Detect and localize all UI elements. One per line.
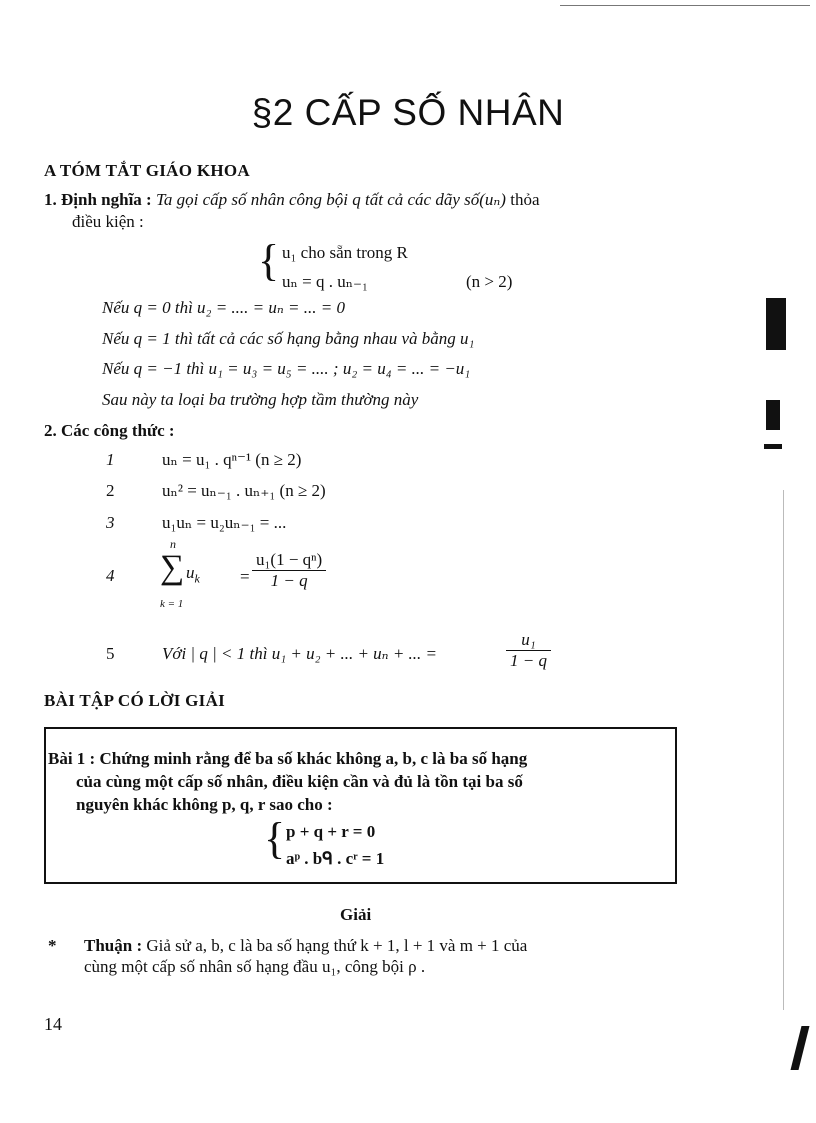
formula-1-number: 1 xyxy=(106,450,115,469)
formula-5-fraction xyxy=(506,630,551,671)
formula-4-denominator: 1 − q xyxy=(270,571,308,590)
formula-4-equals: = xyxy=(240,567,250,586)
formula-5-numerator: u₁ xyxy=(506,630,551,651)
formula-2: uₙ² = uₙ₋₁ . uₙ₊₁ (n ≥ 2) xyxy=(162,481,326,500)
definition-condition-2-note: (n > 2) xyxy=(466,272,513,291)
definition-text2: điều kiện : xyxy=(72,212,144,231)
exercise-equation-2: aᵖ . bᑫ . cʳ = 1 xyxy=(286,849,385,868)
exercise-text-2: của cùng một cấp số nhân, điều kiện cần và đủ là tồn tại ba số xyxy=(76,772,523,791)
definition-line-3: Nếu q = −1 thì u₁ = u₃ = u₅ = .... ; u₂ = u₄ = ... = −u₁ xyxy=(102,359,471,378)
definition-paragraph xyxy=(44,190,684,210)
formula-1: uₙ = u₁ . qⁿ⁻¹ (n ≥ 2) xyxy=(162,450,302,469)
formula-4-sum-bottom: k = 1 xyxy=(160,598,184,610)
definition-brace: { xyxy=(258,236,280,285)
formula-3-number: 3 xyxy=(106,513,115,532)
formula-4-numerator: u₁(1 − qⁿ) xyxy=(252,550,326,571)
definition-text: Ta gọi cấp số nhân công bội q tất cả các dãy số(uₙ) xyxy=(155,190,506,209)
solution-line-1 xyxy=(84,936,527,956)
formula-5-number: 5 xyxy=(106,644,115,663)
exercise-label: Bài 1 : xyxy=(48,749,96,768)
formula-4-fraction xyxy=(252,550,326,591)
top-rule xyxy=(560,5,810,6)
definition-line-4: Sau này ta loại ba trường hợp tầm thường này xyxy=(102,390,419,409)
exercise-brace: { xyxy=(264,814,286,863)
solution-bullet: * xyxy=(48,936,57,955)
definition-condition-1: u₁ cho sẵn trong R xyxy=(282,243,408,262)
solution-text-2: cùng một cấp số nhân số hạng đầu u₁, công bội ρ . xyxy=(84,957,426,976)
formula-5-denominator: 1 − q xyxy=(510,651,547,670)
formula-4-sum-term xyxy=(186,563,200,586)
solution-label: Thuận : xyxy=(84,936,143,955)
definition-label: 1. Định nghĩa : xyxy=(44,190,152,209)
exercise-equation-1: p + q + r = 0 xyxy=(286,822,376,841)
formula-4-sum-term-u: u xyxy=(186,563,195,582)
exercise-text-1: Chứng minh rằng để ba số khác không a, b, c là ba số hạng xyxy=(99,749,528,768)
section-b-heading: BÀI TẬP CÓ LỜI GIẢI xyxy=(44,691,226,710)
formulas-heading: 2. Các công thức : xyxy=(44,421,175,440)
formula-4-sum-symbol: ∑ xyxy=(160,549,185,586)
margin-mark-4 xyxy=(791,1026,810,1070)
section-a-heading: A TÓM TẮT GIÁO KHOA xyxy=(44,161,250,180)
formula-5: Với | q | < 1 thì u₁ + u₂ + ... + uₙ + ... = xyxy=(162,644,438,663)
formula-4-sum-term-sub: k xyxy=(194,571,200,586)
formula-4-number: 4 xyxy=(106,566,115,585)
margin-line xyxy=(783,490,784,1010)
solution-heading: Giải xyxy=(340,905,372,924)
formula-4-sum-top: n xyxy=(170,537,176,551)
definition-text-end: thỏa xyxy=(510,190,540,209)
page-number: 14 xyxy=(44,1014,62,1034)
definition-line-1: Nếu q = 0 thì u₂ = .... = uₙ = ... = 0 xyxy=(102,298,345,317)
exercise-text-3: nguyên khác không p, q, r sao cho : xyxy=(76,795,333,814)
definition-line-2: Nếu q = 1 thì tất cả các số hạng bằng nhau và bằng u₁ xyxy=(102,329,475,348)
page-title: §2 CẤP SỐ NHÂN xyxy=(251,92,565,133)
exercise-line-1 xyxy=(48,749,527,769)
margin-mark-1 xyxy=(766,298,786,350)
margin-mark-2 xyxy=(766,400,780,430)
margin-mark-3 xyxy=(764,444,782,449)
definition-condition-2: uₙ = q . uₙ₋₁ xyxy=(282,272,368,291)
solution-text-1: Giả sử a, b, c là ba số hạng thứ k + 1, l + 1 và m + 1 của xyxy=(146,936,528,955)
formula-2-number: 2 xyxy=(106,481,115,500)
formula-3: u₁uₙ = u₂uₙ₋₁ = ... xyxy=(162,513,287,532)
